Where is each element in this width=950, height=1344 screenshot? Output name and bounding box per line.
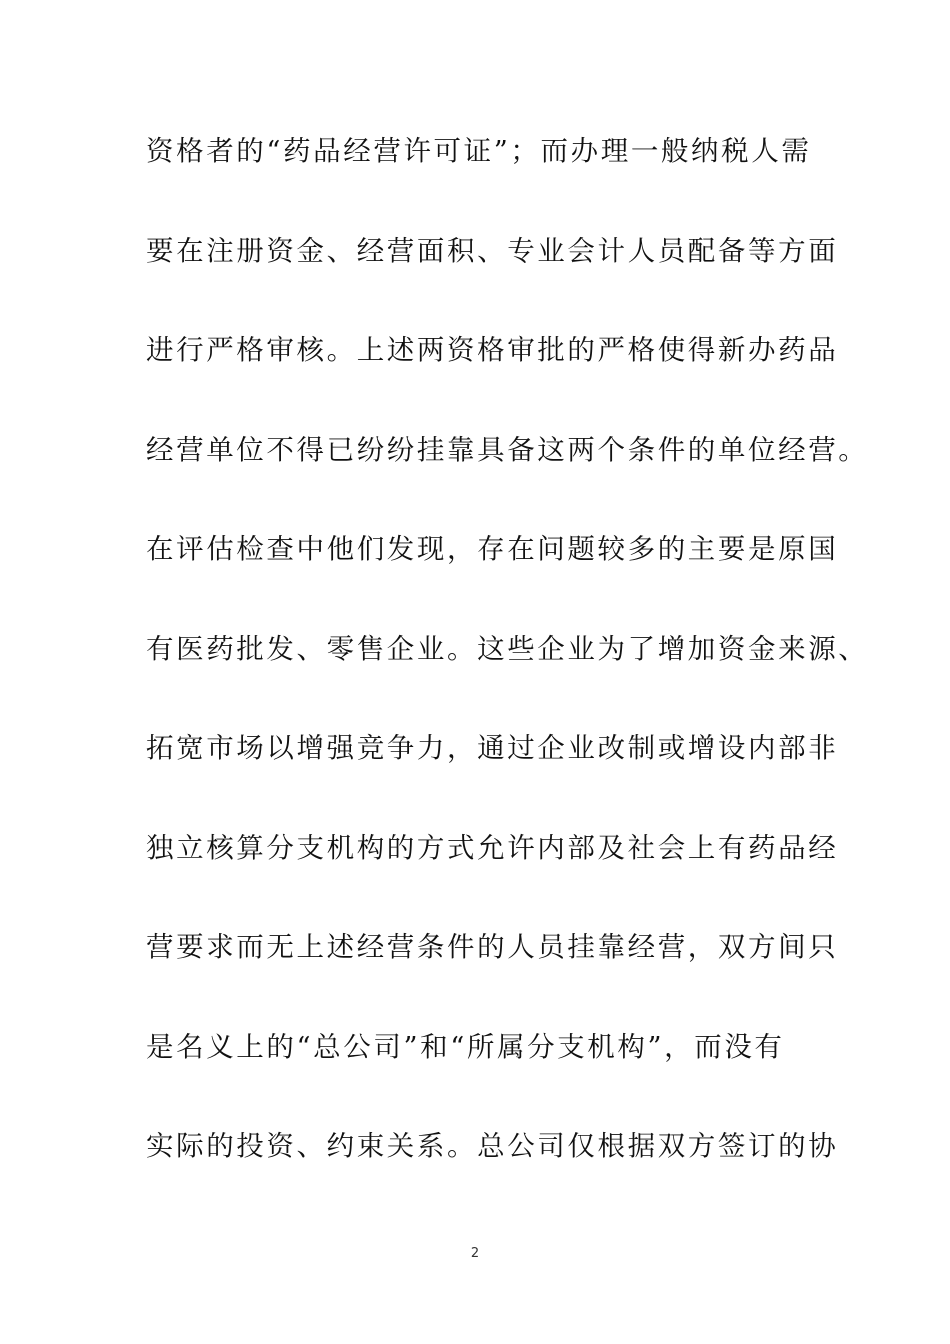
page-number: 2 [470,1246,480,1261]
text-line-1: 资格者的“药品经营许可证”；而办理一般纳税人需 [146,135,812,167]
text-line-7: 拓宽市场以增强竞争力，通过企业改制或增设内部非 [146,732,839,764]
text-line-4: 经营单位不得已纷纷挂靠具备这两个条件的单位经营。 [146,433,869,466]
text-line-10: 是名义上的“总公司”和“所属分支机构”，而没有 [146,1030,785,1063]
text-line-11: 实际的投资、约束关系。总公司仅根据双方签订的协 [146,1130,839,1162]
text-line-6: 有医药批发、零售企业。这些企业为了增加资金来源、 [146,632,869,665]
text-line-2: 要在注册资金、经营面积、专业会计人员配备等方面 [146,234,839,267]
body-text [146,128,869,1223]
text-line-8: 独立核算分支机构的方式允许内部及社会上有药品经 [146,831,839,864]
text-line-9: 营要求而无上述经营条件的人员挂靠经营，双方间只 [146,931,839,963]
text-line-3: 进行严格审核。上述两资格审批的严格使得新办药品 [146,334,839,366]
text-line-5: 在评估检查中他们发现，存在问题较多的主要是原国 [146,533,839,565]
